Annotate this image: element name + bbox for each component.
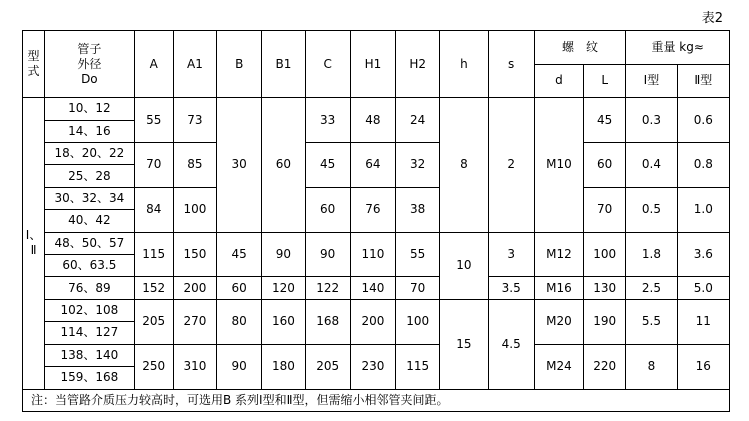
d-cell: M12	[534, 232, 583, 277]
H2-cell: 38	[396, 187, 440, 232]
A1-cell: 85	[173, 143, 216, 188]
dimension-table	[22, 30, 730, 412]
table-note: 注：当管路介质压力较高时，可选用B 系列Ⅰ型和Ⅱ型，但需缩小相邻管夹间距。	[23, 389, 730, 412]
H2-cell: 115	[396, 344, 440, 389]
A1-cell: 73	[173, 98, 216, 143]
header-H2: H2	[396, 31, 440, 98]
weight2-cell: 1.0	[677, 187, 729, 232]
A1-cell: 200	[173, 277, 216, 299]
L-cell: 130	[584, 277, 626, 299]
header-type-line2: 式	[27, 64, 40, 79]
header-thread: 螺 纹	[534, 31, 626, 65]
A-cell: 115	[134, 232, 173, 277]
A1-cell: 270	[173, 299, 216, 344]
header-h: h	[440, 31, 488, 98]
header-od-line2: 外径	[77, 56, 102, 71]
B-cell: 80	[217, 299, 262, 344]
weight2-cell: 3.6	[677, 232, 729, 277]
B1-cell: 180	[262, 344, 305, 389]
header-L: L	[584, 64, 626, 98]
H2-cell: 24	[396, 98, 440, 143]
L-cell: 220	[584, 344, 626, 389]
H2-cell: 32	[396, 143, 440, 188]
A1-cell: 310	[173, 344, 216, 389]
B1-cell: 120	[262, 277, 305, 299]
B1-cell: 90	[262, 232, 305, 277]
L-cell: 60	[584, 143, 626, 188]
d-cell: M16	[534, 277, 583, 299]
A-cell: 152	[134, 277, 173, 299]
s-cell: 3.5	[488, 277, 534, 299]
H2-cell: 70	[396, 277, 440, 299]
H1-cell: 140	[350, 277, 395, 299]
od-cell: 30、32、34	[45, 187, 135, 209]
header-B: B	[217, 31, 262, 98]
A1-cell: 100	[173, 187, 216, 232]
d-cell: M24	[534, 344, 583, 389]
header-type	[23, 31, 45, 98]
H1-cell: 76	[350, 187, 395, 232]
header-od-line3: Do	[81, 71, 98, 86]
header-H1: H1	[350, 31, 395, 98]
L-cell: 100	[584, 232, 626, 277]
od-cell: 48、50、57	[45, 232, 135, 254]
H1-cell: 48	[350, 98, 395, 143]
B-cell: 45	[217, 232, 262, 277]
header-B1: B1	[262, 31, 305, 98]
H1-cell: 200	[350, 299, 395, 344]
weight1-cell: 8	[626, 344, 677, 389]
L-cell: 45	[584, 98, 626, 143]
od-cell: 25、28	[45, 165, 135, 187]
A-cell: 55	[134, 98, 173, 143]
s-cell: 2	[488, 98, 534, 232]
weight2-cell: 11	[677, 299, 729, 344]
B1-cell: 160	[262, 299, 305, 344]
B-cell: 30	[217, 98, 262, 232]
od-cell: 14、16	[45, 120, 135, 142]
L-cell: 70	[584, 187, 626, 232]
header-weight-type1: Ⅰ型	[626, 64, 677, 98]
header-od-line1: 管子	[77, 41, 102, 56]
h-cell: 10	[440, 232, 488, 299]
od-cell: 159、168	[45, 367, 135, 389]
header-d: d	[534, 64, 583, 98]
od-cell: 114、127	[45, 322, 135, 344]
weight1-cell: 0.3	[626, 98, 677, 143]
s-cell: 3	[488, 232, 534, 277]
od-cell: 102、108	[45, 299, 135, 321]
header-C: C	[305, 31, 350, 98]
d-cell: M20	[534, 299, 583, 344]
d-cell: M10	[534, 98, 583, 232]
header-A1: A1	[173, 31, 216, 98]
type-cell	[23, 98, 45, 389]
C-cell: 168	[305, 299, 350, 344]
A1-cell: 150	[173, 232, 216, 277]
C-cell: 205	[305, 344, 350, 389]
H1-cell: 110	[350, 232, 395, 277]
B-cell: 60	[217, 277, 262, 299]
B1-cell: 60	[262, 98, 305, 232]
weight1-cell: 0.5	[626, 187, 677, 232]
H1-cell: 230	[350, 344, 395, 389]
od-cell: 18、20、22	[45, 143, 135, 165]
C-cell: 122	[305, 277, 350, 299]
od-cell: 10、12	[45, 98, 135, 120]
header-weight-type2: Ⅱ型	[677, 64, 729, 98]
L-cell: 190	[584, 299, 626, 344]
weight1-cell: 1.8	[626, 232, 677, 277]
weight1-cell: 0.4	[626, 143, 677, 188]
H2-cell: 100	[396, 299, 440, 344]
weight2-cell: 0.6	[677, 98, 729, 143]
type-cell-line1: Ⅰ、	[25, 228, 42, 243]
header-s: s	[488, 31, 534, 98]
C-cell: 33	[305, 98, 350, 143]
A-cell: 250	[134, 344, 173, 389]
H1-cell: 64	[350, 143, 395, 188]
A-cell: 70	[134, 143, 173, 188]
od-cell: 76、89	[45, 277, 135, 299]
od-cell: 60、63.5	[45, 255, 135, 277]
H2-cell: 55	[396, 232, 440, 277]
od-cell: 40、42	[45, 210, 135, 232]
h-cell: 8	[440, 98, 488, 232]
header-A: A	[134, 31, 173, 98]
header-outer-diameter	[45, 31, 135, 98]
A-cell: 205	[134, 299, 173, 344]
header-type-line1: 型	[27, 49, 40, 64]
od-cell: 138、140	[45, 344, 135, 366]
type-cell-line2: Ⅱ	[30, 243, 37, 258]
weight2-cell: 5.0	[677, 277, 729, 299]
table-caption: 表2	[701, 11, 723, 26]
s-cell: 4.5	[488, 299, 534, 389]
A-cell: 84	[134, 187, 173, 232]
h-cell: 15	[440, 299, 488, 389]
weight2-cell: 16	[677, 344, 729, 389]
C-cell: 45	[305, 143, 350, 188]
C-cell: 90	[305, 232, 350, 277]
weight2-cell: 0.8	[677, 143, 729, 188]
header-weight: 重量 kg≈	[626, 31, 730, 65]
C-cell: 60	[305, 187, 350, 232]
weight1-cell: 5.5	[626, 299, 677, 344]
weight1-cell: 2.5	[626, 277, 677, 299]
B-cell: 90	[217, 344, 262, 389]
